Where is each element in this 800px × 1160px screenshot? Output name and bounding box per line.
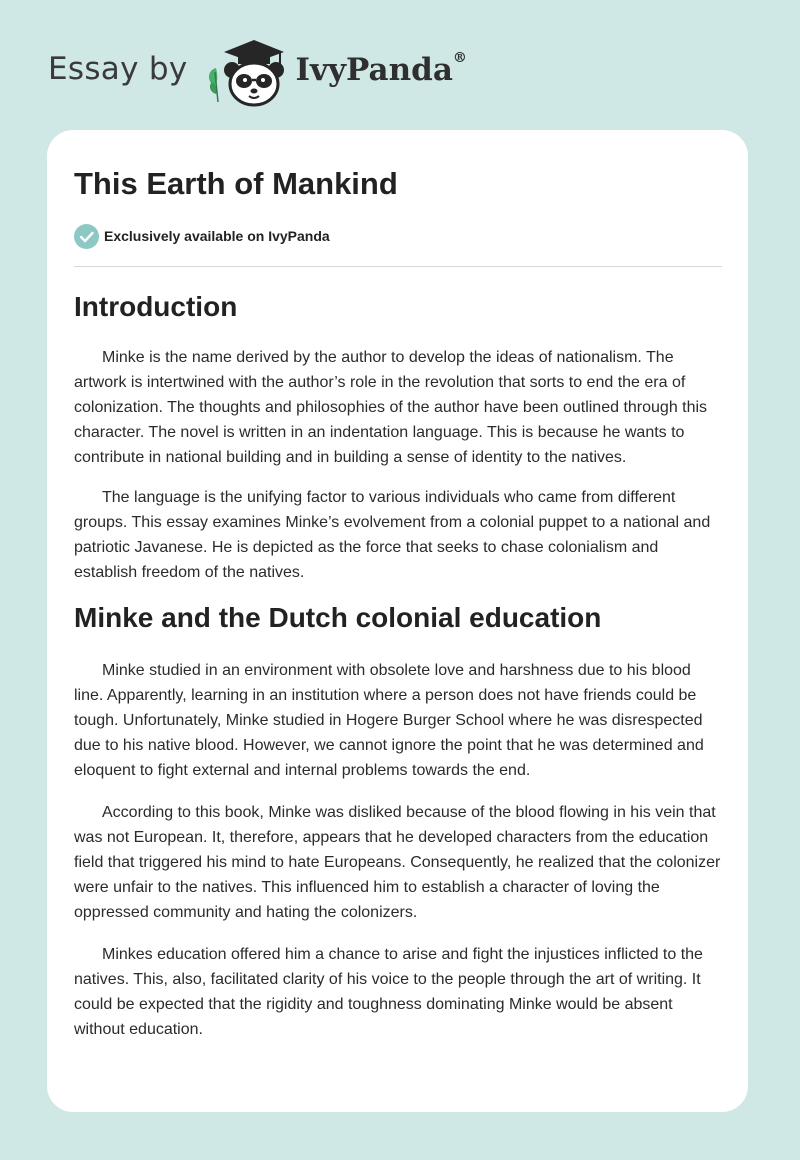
panda-graduate-logo-icon — [202, 36, 294, 108]
brand-prefix: Essay by — [48, 51, 188, 87]
badge-text: Exclusively available on IvyPanda — [104, 228, 330, 244]
essay-card — [47, 130, 748, 1112]
section-dutch-colonial-education — [74, 600, 722, 1042]
section-heading: Minke and the Dutch colonial education — [74, 602, 602, 633]
site-header — [48, 36, 467, 108]
check-circle-icon — [74, 224, 99, 249]
paragraph: Minke studied in an environment with obsolete love and harshness due to his blood line. Apparently, learning in an institution where a person does not have friends could be tough. Unfortunately, Minke studied in Hogere Burger School where he was disrespected due to his native blood. However, we cannot ignore the point that he was determined and eloquent to fight external and internal problems towards the end. — [74, 662, 704, 779]
exclusive-badge — [74, 222, 722, 250]
paragraph: Minke is the name derived by the author to develop the ideas of nationalism. The artwork is intertwined with the author’s role in the revolution that sorts to end the era of colonization. The thoughts and philosophies of the author have been outlined through this character. The novel is written in an indentation language. This is because he wants to contribute in national building and in building a sense of identity to the natives. — [74, 349, 708, 466]
paragraph: Minkes education offered him a chance to arise and fight the injustices inflicted to the natives. This, also, facilitated clarity of his voice to the people through the art of writing. It could be expected that the rigidity and toughness dominating Minke would be absent without education. — [74, 946, 703, 1038]
section-introduction — [74, 289, 722, 585]
brand-name-text: IvyPanda — [295, 52, 453, 88]
section-heading: Introduction — [74, 291, 238, 322]
essay-title: This Earth of Mankind — [74, 166, 398, 201]
paragraph: According to this book, Minke was disliked because of the blood flowing in his vein that was not European. It, therefore, appears that he developed characters from the education field that triggered his mind to hate Europeans. Consequently, he realized that the colonizer were unfair to the natives. This influenced him to establish a character of loving the oppressed community and hating the colonizers. — [74, 804, 721, 921]
registered-mark: ® — [452, 50, 467, 66]
paragraph: The language is the unifying factor to various individuals who came from different groups. This essay examines Minke’s evolvement from a colonial puppet to a national and patriotic Javanese. He is depicted as the force that seeks to chase colonialism and establish freedom of the natives. — [74, 489, 711, 581]
brand-name — [296, 52, 467, 88]
title-divider — [74, 266, 722, 267]
